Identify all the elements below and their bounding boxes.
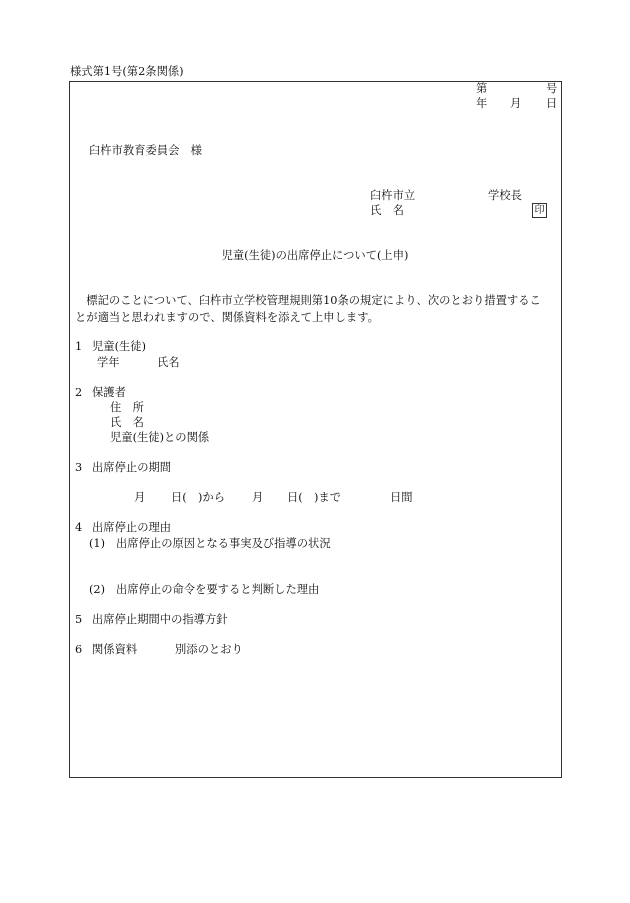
section-5-label: 出席停止期間中の指導方針 xyxy=(92,613,228,626)
section-4-number: 4 xyxy=(75,521,83,534)
addressee: 臼杵市教育委員会 様 xyxy=(89,144,202,157)
seal-mark: 印 xyxy=(532,203,547,218)
school-principal: 学校長 xyxy=(488,189,522,202)
section-3-label: 出席停止の期間 xyxy=(92,461,172,474)
reason-1-number: (1) xyxy=(89,537,106,550)
guardian-relation-label: 児童(生徒)との関係 xyxy=(110,431,210,444)
section-6-number: 6 xyxy=(75,643,83,656)
period-from-month: 月 xyxy=(134,491,146,504)
date-day: 日 xyxy=(546,97,558,110)
reason-2-number: (2) xyxy=(89,583,106,596)
school-prefix: 臼杵市立 xyxy=(370,189,416,202)
reason-2-text: 出席停止の命令を要すると判断した理由 xyxy=(116,583,320,596)
section-6-value: 別添のとおり xyxy=(175,643,243,656)
date-month: 月 xyxy=(510,97,522,110)
period-from-day: 日( )から xyxy=(171,491,226,504)
section-2-label: 保護者 xyxy=(92,386,126,399)
document-number-suffix: 号 xyxy=(546,82,558,95)
section-5-number: 5 xyxy=(75,613,83,626)
student-grade-label: 学年 xyxy=(97,356,120,369)
section-1-number: 1 xyxy=(75,340,83,353)
sender-name-label: 氏 名 xyxy=(370,204,404,217)
body-line-1: 標記のことについて、臼杵市立学校管理規則第10条の規定により、次のとおり措置するこ xyxy=(75,294,541,307)
student-name-label: 氏名 xyxy=(157,356,180,369)
document-number-prefix: 第 xyxy=(476,82,488,95)
guardian-address-label: 住 所 xyxy=(110,401,144,414)
body-line-2: とが適当と思われますので、関係資料を添えて上申します。 xyxy=(75,311,379,324)
date-year: 年 xyxy=(476,97,488,110)
section-1-label: 児童(生徒) xyxy=(92,340,147,353)
period-to-day: 日( )まで xyxy=(287,491,342,504)
form-label: 様式第1号(第2条関係) xyxy=(70,65,184,78)
document-title: 児童(生徒)の出席停止について(上申) xyxy=(221,249,409,262)
section-2-number: 2 xyxy=(75,386,83,399)
guardian-name-label: 氏 名 xyxy=(110,416,144,429)
period-days: 日間 xyxy=(390,491,413,504)
section-3-number: 3 xyxy=(75,461,83,474)
section-4-label: 出席停止の理由 xyxy=(92,521,172,534)
section-6-label: 関係資料 xyxy=(92,643,138,656)
period-to-month: 月 xyxy=(252,491,264,504)
reason-1-text: 出席停止の原因となる事実及び指導の状況 xyxy=(116,537,331,550)
